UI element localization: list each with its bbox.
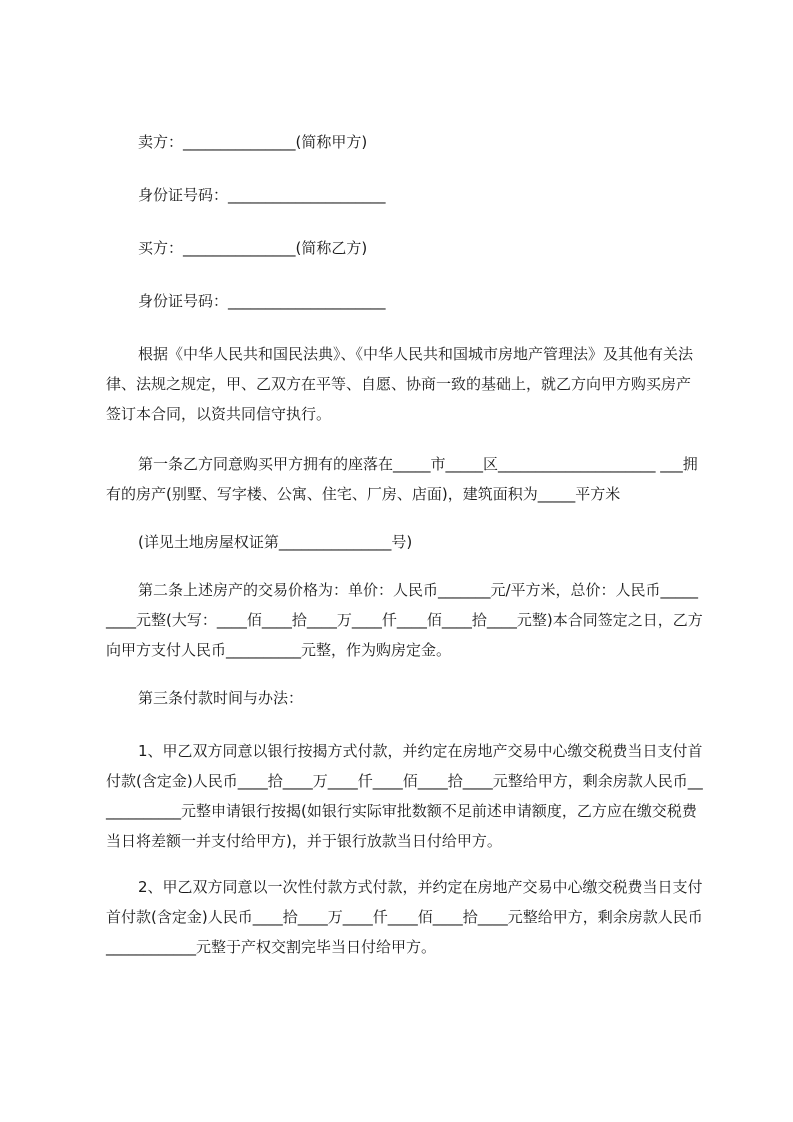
article-1-paragraph: 第一条乙方同意购买甲方拥有的座落在_____市_____区_____________________ ___拥有的房产(别墅、写字楼、公寓、住宅、厂房、店面)，建筑面积为_____平方米 [106, 455, 698, 503]
article-3-clause-1: 1、甲乙双方同意以银行按揭方式付款，并约定在房地产交易中心缴交税费当日支付首付款(含定金)人民币____拾____万____仟____佰____拾____元整给甲方，剩余房款人民币____________元整申请银行按揭(如银行实际审批数额不足前述申请额度，乙方应在缴交税费当日将差额一并支付给甲方)，并于银行放款当日付给甲方。 [106, 742, 703, 850]
buyer-id-line: 身份证号码：_____________________ [138, 292, 386, 310]
certificate-line: (详见土地房屋权证第_______________号) [138, 533, 413, 551]
article-2-paragraph: 第二条上述房产的交易价格为：单价：人民币_______元/平方米，总价：人民币_________元整(大写：____佰____拾____万____仟____佰____拾____元整)本合同签定之日，乙方向甲方支付人民币__________元整，作为购房定金。 [106, 581, 703, 659]
seller-id-line: 身份证号码：_____________________ [138, 186, 386, 204]
seller-line: 卖方：_______________(简称甲方) [138, 133, 368, 151]
preamble-paragraph: 根据《中华人民共和国民法典》、《中华人民共和国城市房地产管理法》及其他有关法律、法规之规定，甲、乙双方在平等、自愿、协商一致的基础上，就乙方向甲方购买房产签订本合同，以资共同信守执行。 [106, 345, 694, 423]
buyer-line: 买方：_______________(简称乙方) [138, 239, 368, 257]
article-3-clause-2: 2、甲乙双方同意以一次性付款方式付款，并约定在房地产交易中心缴交税费当日支付首付款(含定金)人民币____拾____万____仟____佰____拾____元整给甲方，剩余房款人民币____________元整于产权交割完毕当日付给甲方。 [106, 878, 703, 956]
article-3-title: 第三条付款时间与办法： [138, 689, 304, 707]
